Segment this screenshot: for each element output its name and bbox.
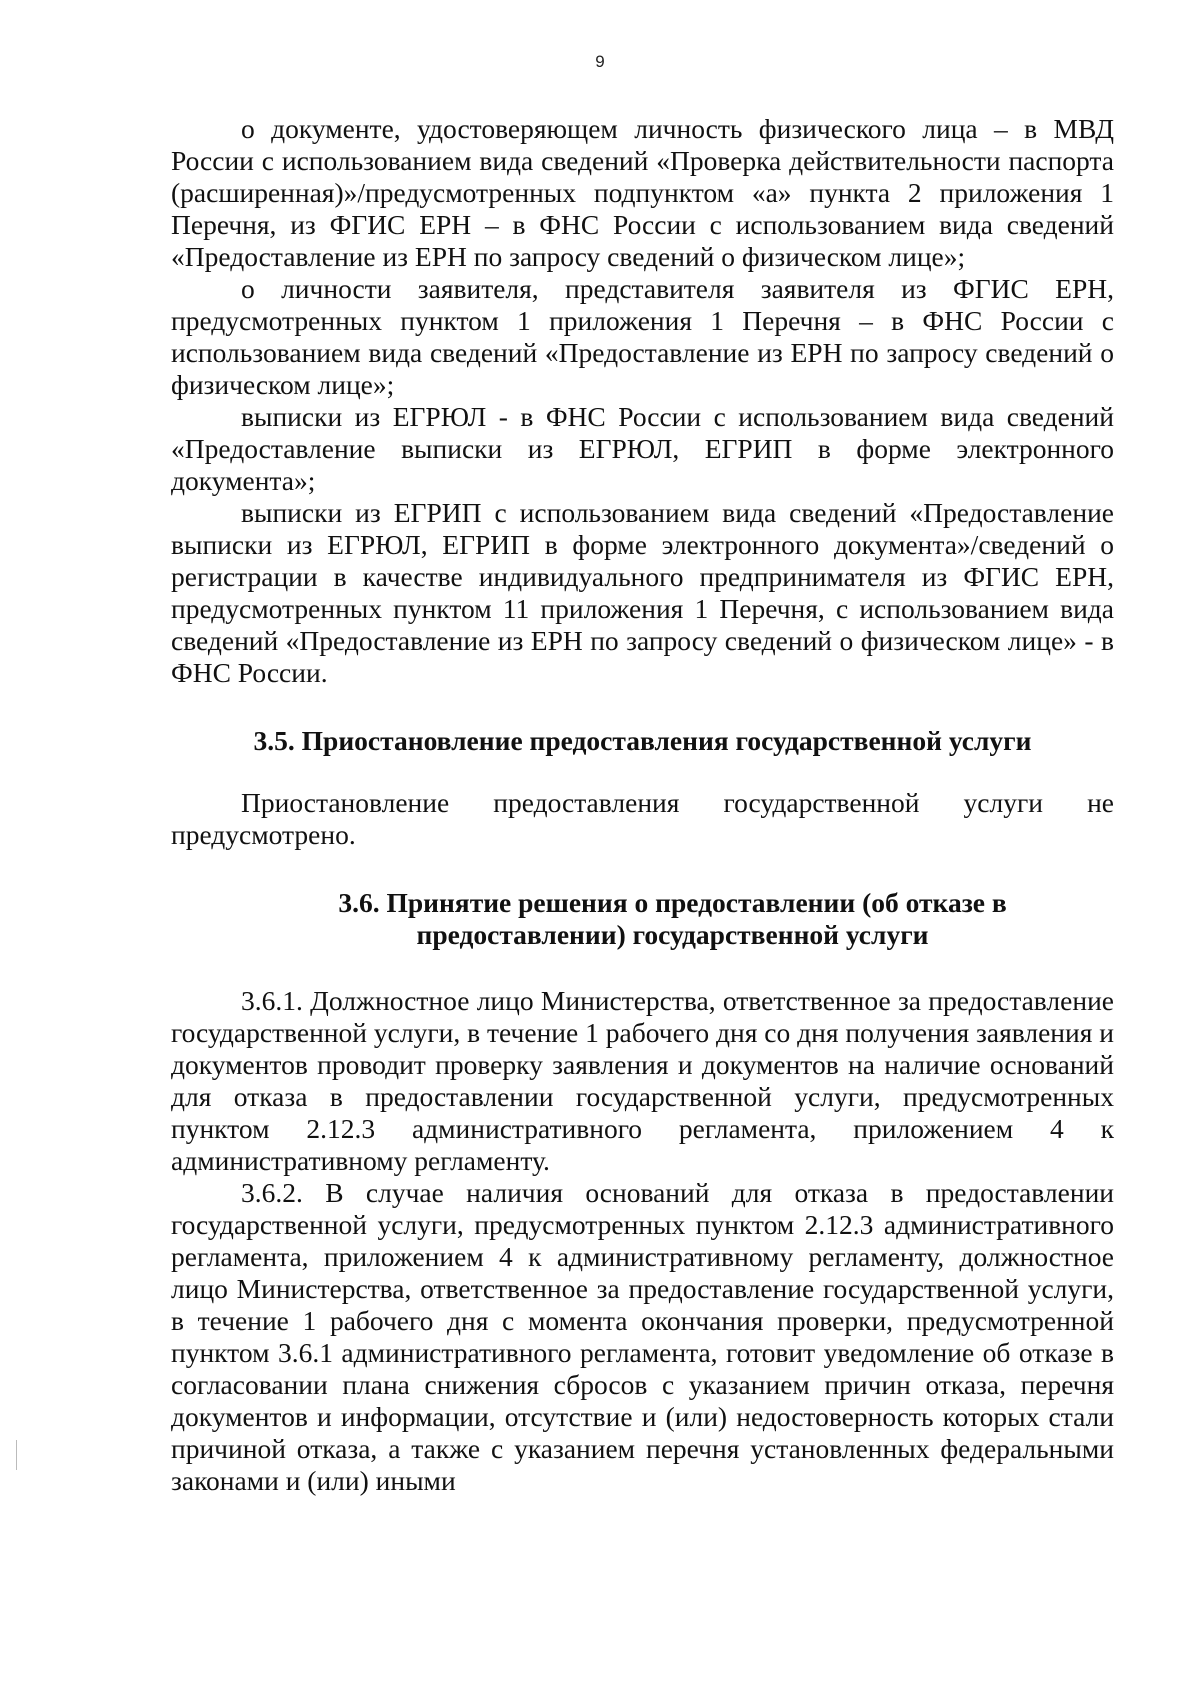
page-number: 9 (595, 52, 605, 71)
section-heading-3-6-line2: предоставлении) государственной услуги (416, 919, 929, 950)
paragraph-applicant-identity: о личности заявителя, представителя заявителя из ФГИС ЕРН, предусмотренных пунктом 1 приложения 1 Перечня – в ФНС России с использованием вида сведений «Предоставление из ЕРН по запросу сведений о физическом лице»; (171, 273, 1114, 400)
paragraph-3-6-2: 3.6.2. В случае наличия оснований для отказа в предоставлении государственной услуги, предусмотренных пунктом 2.12.3 административного регламента, приложением 4 к административному регламенту, должностное лицо Министерства, ответственное за предоставление государственной услуги, в течение 1 рабочего дня с момента окончания проверки, предусмотренной пунктом 3.6.1 административного регламента, готовит уведомление об отказе в согласовании плана снижения сбросов с указанием причин отказа, перечня документов и информации, отсутствие и (или) недостоверность которых стали причиной отказа, а также с указанием перечня установленных федеральными законами и (или) иными (171, 1177, 1114, 1496)
paragraph-egrip-extract: выписки из ЕГРИП с использованием вида сведений «Предоставление выписки из ЕГРЮЛ, ЕГРИП в форме электронного документа»/сведений о регистрации в качестве индивидуального предпринимателя из ФГИС ЕРН, предусмотренных пунктом 11 приложения 1 Перечня, с использованием вида сведений «Предоставление из ЕРН по запросу сведений о физическом лице» - в ФНС России. (171, 497, 1114, 688)
paragraph-suspension: Приостановление предоставления государственной услуги не предусмотрено. (171, 787, 1114, 850)
paragraph-egrul-extract: выписки из ЕГРЮЛ - в ФНС России с использованием вида сведений «Предоставление выписки из ЕГРЮЛ, ЕГРИП в форме электронного документа»; (171, 401, 1114, 496)
section-heading-3-5: 3.5. Приостановление предоставления государственной услуги (253, 725, 1032, 756)
document-body (171, 113, 1114, 1497)
paragraph-3-6-1: 3.6.1. Должностное лицо Министерства, ответственное за предоставление государственной услуги, в течение 1 рабочего дня со дня получения заявления и документов проводит проверку заявления и документов на наличие оснований для отказа в предоставлении государственной услуги, предусмотренных пунктом 2.12.3 административного регламента, приложением 4 к административному регламенту. (171, 985, 1114, 1176)
section-heading-3-6 (171, 887, 1114, 951)
paragraph-passport-check: о документе, удостоверяющем личность физического лица – в МВД России с использованием вида сведений «Проверка действительности паспорта (расширенная)»/предусмотренных подпунктом «а» пункта 2 приложения 1 Перечня, из ФГИС ЕРН – в ФНС России с использованием вида сведений «Предоставление из ЕРН по запросу сведений о физическом лице»; (171, 113, 1114, 272)
scan-edge-mark (16, 1440, 17, 1470)
section-heading-3-6-line1: 3.6. Принятие решения о предоставлении (об отказе в (338, 887, 1007, 918)
